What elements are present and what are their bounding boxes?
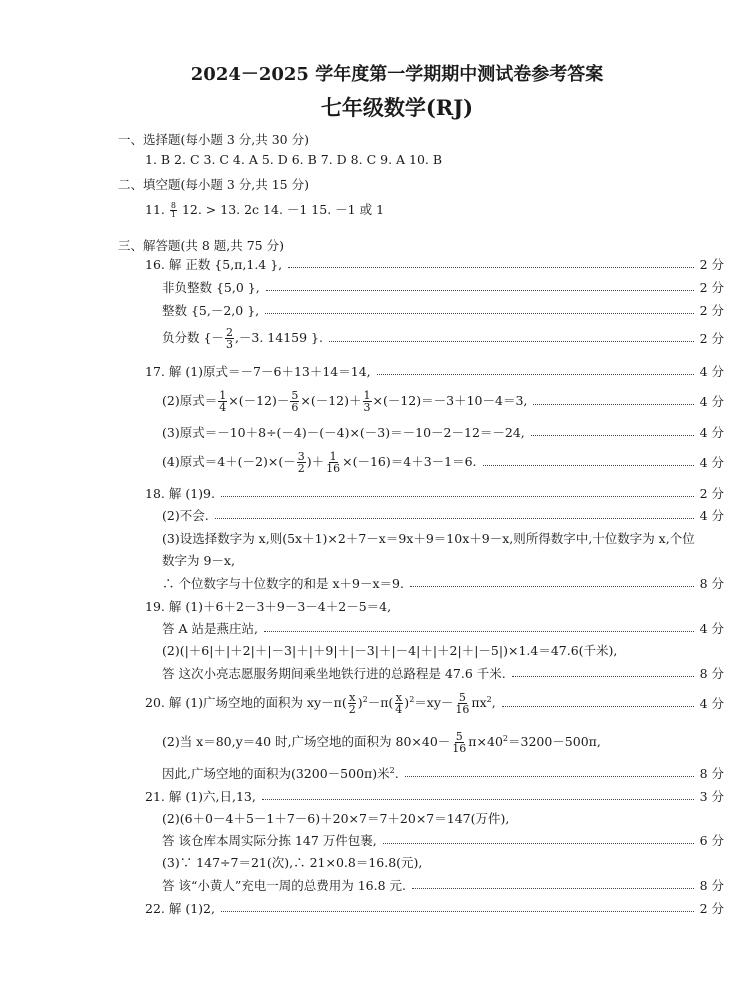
document-title: 2024－2025 学年度第一学期期中测试卷参考答案	[190, 64, 604, 85]
points: 2 分	[699, 280, 724, 295]
section-heading-choice: 一、选择题(每小题 3 分,共 30 分)	[118, 132, 309, 147]
q20-line-1: 20. 解 (1)广场空地的面积为 xy－π( $\frac{x}{2}$ )$^2$－π( $\frac{x}{4}$ )$^2$＝xy－ $\frac{5}{16}$ $\pi x^2$, 4 分	[145, 690, 724, 716]
points: 8 分	[699, 878, 724, 893]
q21-line-3: 答 该仓库本周实际分拣 147 万件包裹, 6 分	[162, 833, 724, 848]
fill-answer-11-fraction: $\frac{8}{1}$	[170, 201, 176, 219]
q22-line-1: 22. 解 (1)2, 2 分	[145, 901, 724, 916]
q17-line-2: (2)原式＝ $\frac{1}{4}$ ×(－12)－ $\frac{5}{6}$ ×(－12)＋ $\frac{1}{3}$ ×(－12)＝－3＋10－4＝3, 4 分	[162, 388, 724, 414]
points: 2 分	[699, 303, 724, 318]
points: 8 分	[699, 766, 724, 781]
points: 2 分	[699, 901, 724, 916]
q19-line-3: (2)(|＋6|＋|＋2|＋|－3|＋|＋9|＋|－3|＋|－4|＋|＋2|＋|－5|)×1.4＝47.6(千米),	[162, 643, 618, 658]
points: 2 分	[699, 486, 724, 501]
choice-answers: 1. B 2. C 3. C 4. A 5. D 6. B 7. D 8. C 9. A 10. B	[145, 152, 443, 167]
q17-line-3: (3)原式＝－10＋8÷(－4)－(－4)×(－3)＝－10－2－12＝－24, 4 分	[162, 425, 724, 440]
section-heading-fill: 二、填空题(每小题 3 分,共 15 分)	[118, 177, 309, 192]
q18-line-2: (2)不会. 4 分	[162, 508, 724, 523]
q19-line-2: 答 A 站是燕庄站, 4 分	[162, 621, 724, 636]
q19-line-1: 19. 解 (1)＋6＋2－3＋9－3－4＋2－5＝4,	[145, 599, 392, 614]
document-subtitle: 七年级数学(RJ)	[320, 95, 474, 120]
fill-answers-rest: 12. > 13. 2c 14. －1 15. －1 或 1	[181, 202, 385, 217]
q19-line-4: 答 这次小亮志愿服务期间乘坐地铁行进的总路程是 47.6 千米. 8 分	[162, 666, 724, 681]
q17-line-1: 17. 解 (1)原式＝－7－6＋13＋14＝14, 4 分	[145, 364, 724, 379]
points: 8 分	[699, 666, 724, 681]
q18-line-5: ∴ 个位数字与十位数字的和是 x＋9－x＝9. 8 分	[162, 576, 724, 591]
fill-answers	[145, 200, 384, 219]
q21-line-2: (2)(6＋0－4＋5－1＋7－6)＋20×7＝7＋20×7＝147(万件),	[162, 811, 510, 826]
points: 4 分	[699, 394, 724, 409]
section-heading-solve: 三、解答题(共 8 题,共 75 分)	[118, 238, 284, 253]
points: 4 分	[699, 508, 724, 523]
q16-line-4: 负分数 {－ $\frac{2}{3}$ ,－3. 14159 }. 2 分	[162, 325, 724, 351]
q18-line-1: 18. 解 (1)9. 2 分	[145, 486, 724, 501]
points: 2 分	[699, 257, 724, 272]
q18-line-3: (3)设选择数字为 x,则(5x＋1)×2＋7－x＝9x＋9＝10x＋9－x,则所得数字中,十位数字为 x,个位	[162, 531, 695, 546]
q17-line-4: (4)原式＝4＋(－2)×(－ $\frac{3}{2}$ )＋ $\frac{1}{16}$ ×(－16)＝4＋3－1＝6. 4 分	[162, 449, 724, 475]
q21-line-4: (3)∵ 147÷7＝21(次),∴ 21×0.8＝16.8(元),	[162, 855, 423, 870]
points: 8 分	[699, 576, 724, 591]
points: 4 分	[699, 364, 724, 379]
points: 3 分	[699, 789, 724, 804]
points: 4 分	[699, 455, 724, 470]
q20-line-2: (2)当 x＝80,y＝40 时,广场空地的面积为 80×40－ $\frac{5}{16}$ $\pi\times 40^2=3200-500\pi$,	[162, 729, 601, 755]
points: 6 分	[699, 833, 724, 848]
fill-answer-11-label: 11.	[145, 202, 165, 217]
q16-line-1: 16. 解 正数 {5,π,1.4 }, 2 分	[145, 257, 724, 272]
points: 4 分	[699, 621, 724, 636]
q21-line-1: 21. 解 (1)六,日,13, 3 分	[145, 789, 724, 804]
points: 4 分	[699, 696, 724, 711]
q16-line-3: 整数 {5,－2,0 }, 2 分	[162, 303, 724, 318]
points: 4 分	[699, 425, 724, 440]
points: 2 分	[699, 331, 724, 346]
q21-line-5: 答 该“小黄人”充电一周的总费用为 16.8 元. 8 分	[162, 878, 724, 893]
q16-line-2: 非负整数 {5,0 }, 2 分	[162, 280, 724, 295]
q20-line-3: 因此,广场空地的面积为(3200－500π)米$^2$. 8 分	[162, 765, 724, 781]
q18-line-4: 数字为 9－x,	[162, 553, 235, 568]
